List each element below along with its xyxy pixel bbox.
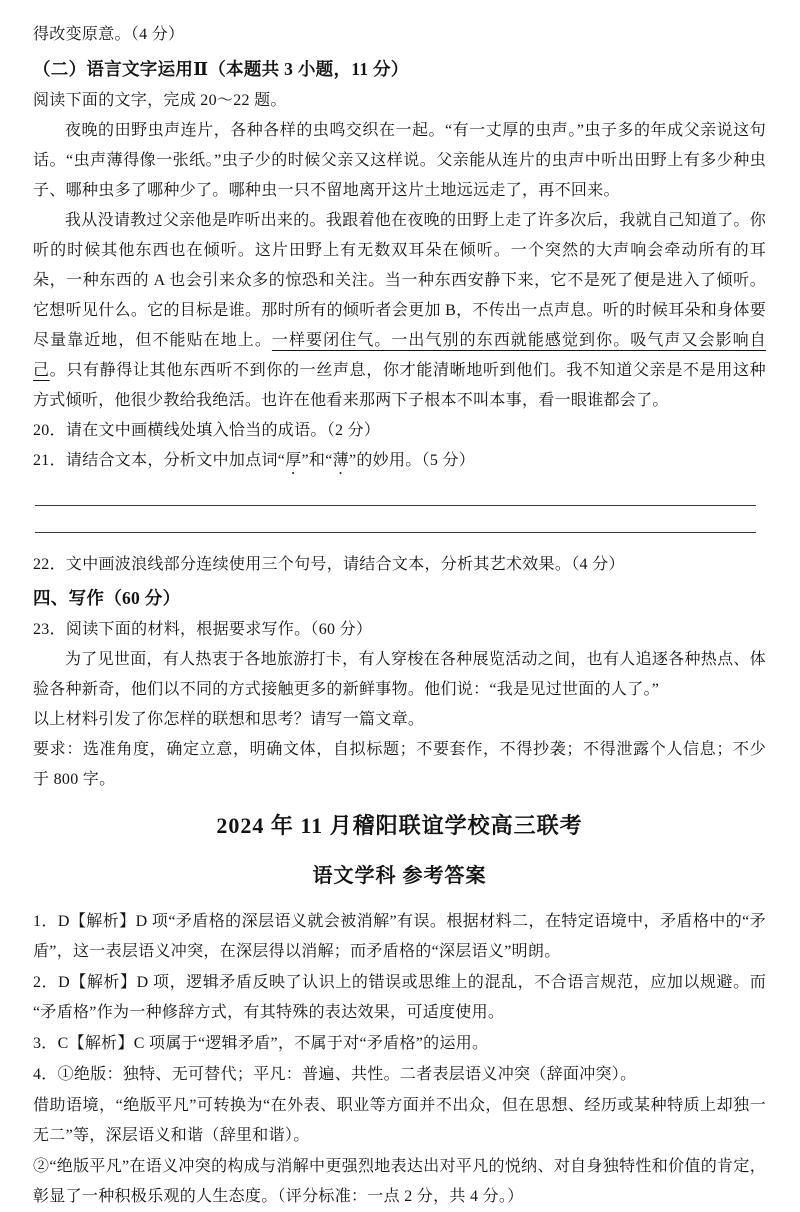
- answer-4-part-1-continued: 借助语境，“绝版平凡”可转换为“在外表、职业等方面并不出众，但在思想、经历或某种特质上却独一无二”等，深层语义和谐（辞里和谐）。: [33, 1097, 766, 1144]
- answer-4-part-2: ②“绝版平凡”在语义冲突的构成与消解中更强烈地表达出对平凡的悦纳、对自身独特性和价值的肯定，彰显了一种积极乐观的人生态度。（评分标准：一点 2 分，共 4 分。）: [33, 1158, 766, 1205]
- essay-requirements: 要求：选准角度，确定立意，明确文体，自拟标题；不要套作，不得抄袭；不得泄露个人信息；不少于 800 字。: [33, 741, 766, 788]
- reading-instruction: 阅读下面的文字，完成 20～22 题。: [33, 92, 287, 109]
- answer-key-title: 2024 年 11 月稽阳联谊学校高三联考: [216, 813, 583, 838]
- essay-prompt: 以上材料引发了你怎样的联想和思考？请写一篇文章。: [33, 711, 425, 728]
- question-21-text: 21．请结合文本，分析文中加点词“: [33, 452, 286, 469]
- passage-wavy-underlined-segment: 一样要闭住气。一出气别的东西就能感觉到你。吸气声又会影响自己: [33, 332, 767, 379]
- passage-paragraph-2-text: 我从没请教过父亲他是咋听出来的。我跟着他在夜晚的田野上走了许多次后，我就自己知道了。你听的时候其他东西也在倾听。这片田野上有无数双耳朵在倾听。一个突然的大声响会牵动所有的耳朵，一种东西的 A 也会引来众多的惊恐和关注。当一种东西安静下来，它不是死了便是进入了倾听。它想听见什么。它的目标是谁。那时所有的倾听者会更加 B，不传出一点声息。听的时候耳朵和身体要尽量靠近地，但不能贴在地上。: [33, 212, 766, 349]
- question-21: [33, 446, 766, 478]
- section-heading-writing: 四、写作（60 分）: [33, 588, 181, 608]
- emphasis-dotted-word-thin: 薄: [332, 452, 349, 469]
- answer-1: 1．D【解析】D 项“矛盾格的深层语义就会被消解”有误。根据材料二，在特定语境中，矛盾格中的“矛盾”，这一表层语义冲突，在深层得以消解；而矛盾格的“深层语义”明朗。: [33, 913, 766, 960]
- question-21-text-mid: ”和“: [301, 452, 333, 469]
- answer-3: 3．C【解析】C 项属于“逻辑矛盾”，不属于对“矛盾格”的运用。: [33, 1035, 489, 1052]
- answer-blank-line-2: [35, 532, 756, 533]
- question-20: 20．请在文中画横线处填入恰当的成语。（2 分）: [33, 422, 381, 439]
- question-23: 23．阅读下面的材料，根据要求写作。（60 分）: [33, 621, 373, 638]
- answer-2: 2．D【解析】D 项，逻辑矛盾反映了认识上的错误或思维上的混乱，不合语言规范，应加以规避。而“矛盾格”作为一种修辞方式，有其特殊的表达效果，可适度使用。: [33, 974, 766, 1021]
- essay-material-paragraph: 为了见世面，有人热衷于各地旅游打卡，有人穿梭在各种展览活动之间，也有人追逐各种热点、体验各种新奇，他们以不同的方式接触更多的新鲜事物。他们说：“我是见过世面的人了。”: [33, 651, 766, 698]
- carryover-text-line: 得改变原意。（4 分）: [33, 26, 185, 43]
- section-heading-language-use-2: （二）语言文字运用Ⅱ（本题共 3 小题，11 分）: [33, 59, 409, 79]
- passage-paragraph-1: 夜晚的田野虫声连片，各种各样的虫鸣交织在一起。“有一丈厚的虫声。”虫子多的年成父亲说这句话。“虫声薄得像一张纸。”虫子少的时候父亲又这样说。父亲能从连片的虫声中听出田野上有多少种虫子、哪种虫多了哪种少了。哪种虫一只不留地离开这片土地远远走了，再不回来。: [33, 122, 766, 199]
- question-22: 22．文中画波浪线部分连续使用三个句号，请结合文本，分析其艺术效果。（4 分）: [33, 556, 625, 573]
- passage-paragraph-2-text-end: 。只有静得让其他东西听不到你的一丝声息，你才能清晰地听到他们。我不知道父亲是不是用这种方式倾听，他很少教给我绝活。也许在他看来那两下子根本不叫本事，看一眼谁都会了。: [33, 362, 766, 409]
- answer-4-part-1: 4．①绝版：独特、无可替代；平凡：普遍、共性。二者表层语义冲突（辞面冲突）。: [33, 1066, 637, 1083]
- answer-blank-line-1: [35, 505, 756, 506]
- passage-paragraph-2: [33, 206, 766, 416]
- question-21-text-end: ”的妙用。（5 分）: [348, 452, 476, 469]
- answer-key-subtitle: 语文学科 参考答案: [312, 865, 487, 887]
- emphasis-dotted-word-thick: 厚: [285, 452, 302, 469]
